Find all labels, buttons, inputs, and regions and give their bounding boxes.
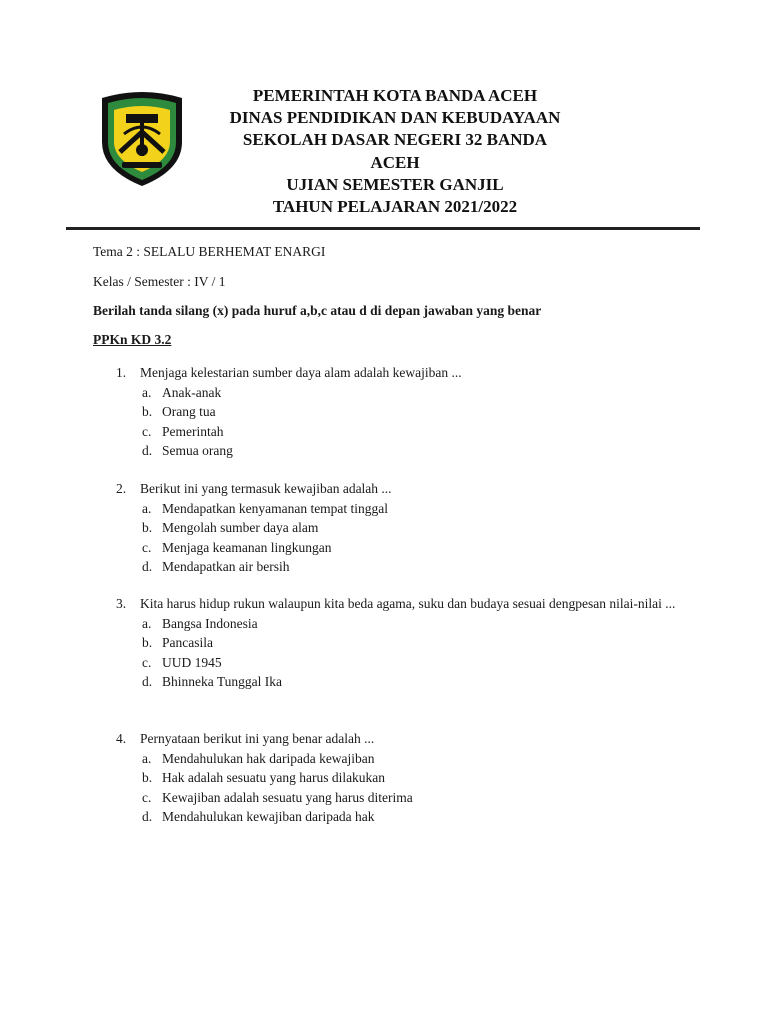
question-number: 1. <box>116 365 127 380</box>
option-text: Menjaga keamanan lingkungan <box>162 539 332 555</box>
instruction-line: Berilah tanda silang (x) pada huruf a,b,c atau d di depan jawaban yang benar <box>93 303 542 318</box>
option-item[interactable] <box>116 614 685 634</box>
question-text: Pernyataan berikut ini yang benar adalah ... <box>140 731 375 746</box>
option-text: Mendapatkan kenyamanan tempat tinggal <box>162 500 389 516</box>
option-list <box>116 499 685 577</box>
header-line-2: DINAS PENDIDIKAN DAN KEBUDAYAAN <box>229 108 561 128</box>
option-letter: d. <box>142 559 153 574</box>
option-letter: c. <box>142 654 152 670</box>
header-divider <box>66 227 700 230</box>
question-text: Menjaga kelestarian sumber daya alam adalah kewajiban ... <box>140 365 462 380</box>
header-line-5: UJIAN SEMESTER GANJIL <box>286 174 504 194</box>
option-item[interactable] <box>116 768 685 788</box>
option-text: UUD 1945 <box>162 654 222 670</box>
option-text: Semua orang <box>162 443 233 458</box>
school-logo <box>96 90 188 188</box>
header-line-3: SEKOLAH DASAR NEGERI 32 BANDA <box>242 130 548 150</box>
option-item[interactable] <box>116 402 685 422</box>
option-letter: a. <box>142 750 152 766</box>
question-number: 2. <box>116 481 127 496</box>
option-item[interactable] <box>116 383 685 403</box>
option-item[interactable] <box>116 557 685 577</box>
question-3 <box>116 594 685 692</box>
option-list <box>116 749 685 827</box>
question-text: Berikut ini yang termasuk kewajiban adalah ... <box>140 481 392 496</box>
section-title: PPKn KD 3.2 <box>93 332 172 347</box>
header-line-6: TAHUN PELAJARAN 2021/2022 <box>272 197 518 217</box>
option-item[interactable] <box>116 538 685 558</box>
option-text: Pemerintah <box>162 423 224 439</box>
option-letter: b. <box>142 635 153 650</box>
option-letter: b. <box>142 520 153 535</box>
banda-aceh-crest-icon <box>96 90 188 188</box>
question-1 <box>116 363 685 461</box>
option-item[interactable] <box>116 653 685 673</box>
option-text: Pancasila <box>162 635 213 650</box>
option-item[interactable] <box>116 441 685 461</box>
option-text: Kewajiban adalah sesuatu yang harus diterima <box>162 789 413 805</box>
option-item[interactable] <box>116 788 685 808</box>
option-letter: c. <box>142 789 152 805</box>
option-letter: b. <box>142 404 153 419</box>
question-text: Kita harus hidup rukun walaupun kita beda agama, suku dan budaya sesuai dengpesan nilai-nilai ... <box>140 596 676 611</box>
tema-line: Tema 2 : SELALU BERHEMAT ENARGI <box>93 244 326 259</box>
option-item[interactable] <box>116 633 685 653</box>
option-text: Hak adalah sesuatu yang harus dilakukan <box>162 770 386 785</box>
option-item[interactable] <box>116 518 685 538</box>
option-letter: c. <box>142 423 152 439</box>
option-letter: b. <box>142 770 153 785</box>
question-2 <box>116 479 685 577</box>
option-text: Orang tua <box>162 404 216 419</box>
option-letter: a. <box>142 500 152 516</box>
option-text: Mendahulukan kewajiban daripada hak <box>162 809 375 824</box>
question-number: 3. <box>116 596 127 611</box>
option-letter: a. <box>142 384 152 400</box>
option-text: Mendahulukan hak daripada kewajiban <box>162 750 375 766</box>
option-text: Mengolah sumber daya alam <box>162 520 319 535</box>
option-letter: a. <box>142 615 152 631</box>
header-line-1: PEMERINTAH KOTA BANDA ACEH <box>252 86 538 105</box>
option-text: Bhinneka Tunggal Ika <box>162 674 282 689</box>
option-letter: d. <box>142 674 153 689</box>
option-letter: d. <box>142 443 153 458</box>
option-text: Mendapatkan air bersih <box>162 559 290 574</box>
kelas-line: Kelas / Semester : IV / 1 <box>93 274 226 289</box>
option-letter: c. <box>142 539 152 555</box>
option-list <box>116 383 685 461</box>
question-4 <box>116 729 685 827</box>
option-item[interactable] <box>116 422 685 442</box>
option-text: Bangsa Indonesia <box>162 615 258 631</box>
option-list <box>116 614 685 692</box>
option-item[interactable] <box>116 807 685 827</box>
question-number: 4. <box>116 731 127 746</box>
option-text: Anak-anak <box>162 384 222 400</box>
option-letter: d. <box>142 809 153 824</box>
document-header <box>200 85 590 218</box>
header-line-4: ACEH <box>370 152 420 172</box>
option-item[interactable] <box>116 749 685 769</box>
option-item[interactable] <box>116 499 685 519</box>
option-item[interactable] <box>116 672 685 692</box>
